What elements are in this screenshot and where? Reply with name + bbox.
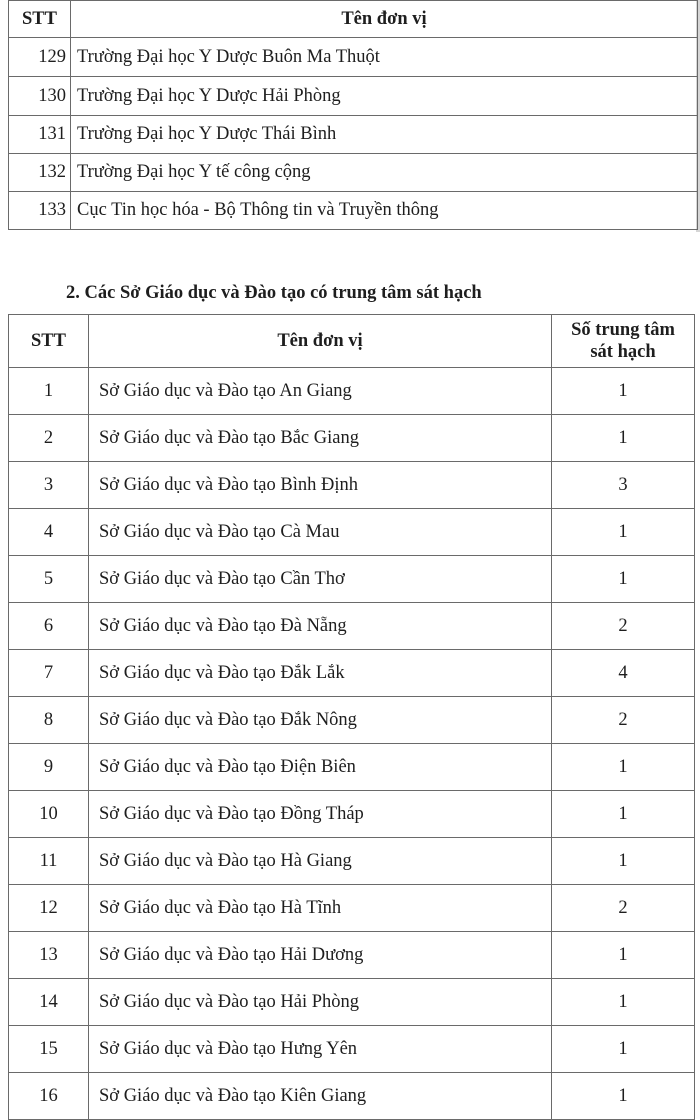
row-center-count: 4 xyxy=(552,650,695,697)
table-row xyxy=(9,116,698,154)
row-stt: 130 xyxy=(9,77,71,116)
row-unit-name: Cục Tin học hóa - Bộ Thông tin và Truyền thông xyxy=(71,192,698,230)
row-unit-name: Sở Giáo dục và Đào tạo Điện Biên xyxy=(89,744,552,791)
row-stt: 133 xyxy=(9,192,71,230)
table-row xyxy=(9,192,698,230)
row-center-count: 1 xyxy=(552,556,695,603)
table-row xyxy=(9,462,695,509)
row-center-count: 2 xyxy=(552,697,695,744)
row-stt: 4 xyxy=(9,509,89,556)
row-center-count: 2 xyxy=(552,603,695,650)
row-unit-name: Sở Giáo dục và Đào tạo Hà Giang xyxy=(89,838,552,885)
row-unit-name: Sở Giáo dục và Đào tạo Hà Tĩnh xyxy=(89,885,552,932)
row-unit-name: Sở Giáo dục và Đào tạo Cà Mau xyxy=(89,509,552,556)
row-unit-name: Sở Giáo dục và Đào tạo Đắk Nông xyxy=(89,697,552,744)
row-unit-name: Sở Giáo dục và Đào tạo Đắk Lắk xyxy=(89,650,552,697)
row-stt: 16 xyxy=(9,1073,89,1120)
table-row xyxy=(9,697,695,744)
row-unit-name: Trường Đại học Y tế công cộng xyxy=(71,154,698,192)
units-table-continued xyxy=(8,0,698,230)
row-center-count: 1 xyxy=(552,1026,695,1073)
row-stt: 11 xyxy=(9,838,89,885)
row-unit-name: Sở Giáo dục và Đào tạo Đồng Tháp xyxy=(89,791,552,838)
row-stt: 15 xyxy=(9,1026,89,1073)
row-center-count: 1 xyxy=(552,838,695,885)
row-unit-name: Sở Giáo dục và Đào tạo Hải Dương xyxy=(89,932,552,979)
table-row xyxy=(9,603,695,650)
table-header-row xyxy=(9,315,695,368)
row-stt: 6 xyxy=(9,603,89,650)
header-center-count-line1: Số trung tâm xyxy=(571,320,675,340)
row-stt: 13 xyxy=(9,932,89,979)
table-row xyxy=(9,979,695,1026)
table-row xyxy=(9,368,695,415)
row-center-count: 1 xyxy=(552,979,695,1026)
row-stt: 2 xyxy=(9,415,89,462)
table-row xyxy=(9,932,695,979)
row-center-count: 1 xyxy=(552,1073,695,1120)
table-row xyxy=(9,77,698,116)
table-row xyxy=(9,509,695,556)
row-stt: 3 xyxy=(9,462,89,509)
header-unit-name: Tên đơn vị xyxy=(71,1,698,38)
row-unit-name: Trường Đại học Y Dược Thái Bình xyxy=(71,116,698,154)
header-center-count-line2: sát hạch xyxy=(590,342,656,362)
table-row xyxy=(9,744,695,791)
row-stt: 131 xyxy=(9,116,71,154)
row-center-count: 1 xyxy=(552,791,695,838)
row-unit-name: Trường Đại học Y Dược Buôn Ma Thuột xyxy=(71,38,698,77)
row-stt: 7 xyxy=(9,650,89,697)
table-row xyxy=(9,415,695,462)
exam-centers-table xyxy=(8,314,695,1120)
row-center-count: 1 xyxy=(552,509,695,556)
row-center-count: 3 xyxy=(552,462,695,509)
row-unit-name: Sở Giáo dục và Đào tạo Đà Nẵng xyxy=(89,603,552,650)
row-unit-name: Sở Giáo dục và Đào tạo Bình Định xyxy=(89,462,552,509)
row-stt: 12 xyxy=(9,885,89,932)
row-stt: 8 xyxy=(9,697,89,744)
table-row xyxy=(9,1073,695,1120)
row-unit-name: Sở Giáo dục và Đào tạo Hải Phòng xyxy=(89,979,552,1026)
row-stt: 9 xyxy=(9,744,89,791)
row-stt: 1 xyxy=(9,368,89,415)
table-row xyxy=(9,838,695,885)
header-stt: STT xyxy=(9,1,71,38)
row-center-count: 1 xyxy=(552,932,695,979)
row-center-count: 1 xyxy=(552,368,695,415)
row-unit-name: Sở Giáo dục và Đào tạo Bắc Giang xyxy=(89,415,552,462)
row-stt: 5 xyxy=(9,556,89,603)
row-center-count: 1 xyxy=(552,744,695,791)
row-stt: 132 xyxy=(9,154,71,192)
header-unit-name: Tên đơn vị xyxy=(89,315,552,368)
row-stt: 10 xyxy=(9,791,89,838)
table-row xyxy=(9,885,695,932)
row-unit-name: Sở Giáo dục và Đào tạo An Giang xyxy=(89,368,552,415)
row-unit-name: Trường Đại học Y Dược Hải Phòng xyxy=(71,77,698,116)
row-center-count: 1 xyxy=(552,415,695,462)
table-row xyxy=(9,38,698,77)
section-heading: 2. Các Sở Giáo dục và Đào tạo có trung tâm sát hạch xyxy=(66,283,482,303)
table-row xyxy=(9,791,695,838)
row-unit-name: Sở Giáo dục và Đào tạo Cần Thơ xyxy=(89,556,552,603)
table-header-row xyxy=(9,1,698,38)
table-row xyxy=(9,556,695,603)
table-row xyxy=(9,1026,695,1073)
row-stt: 129 xyxy=(9,38,71,77)
row-center-count: 2 xyxy=(552,885,695,932)
table-row xyxy=(9,650,695,697)
row-unit-name: Sở Giáo dục và Đào tạo Kiên Giang xyxy=(89,1073,552,1120)
table-row xyxy=(9,154,698,192)
row-stt: 14 xyxy=(9,979,89,1026)
header-center-count xyxy=(552,315,695,368)
header-stt: STT xyxy=(9,315,89,368)
row-unit-name: Sở Giáo dục và Đào tạo Hưng Yên xyxy=(89,1026,552,1073)
